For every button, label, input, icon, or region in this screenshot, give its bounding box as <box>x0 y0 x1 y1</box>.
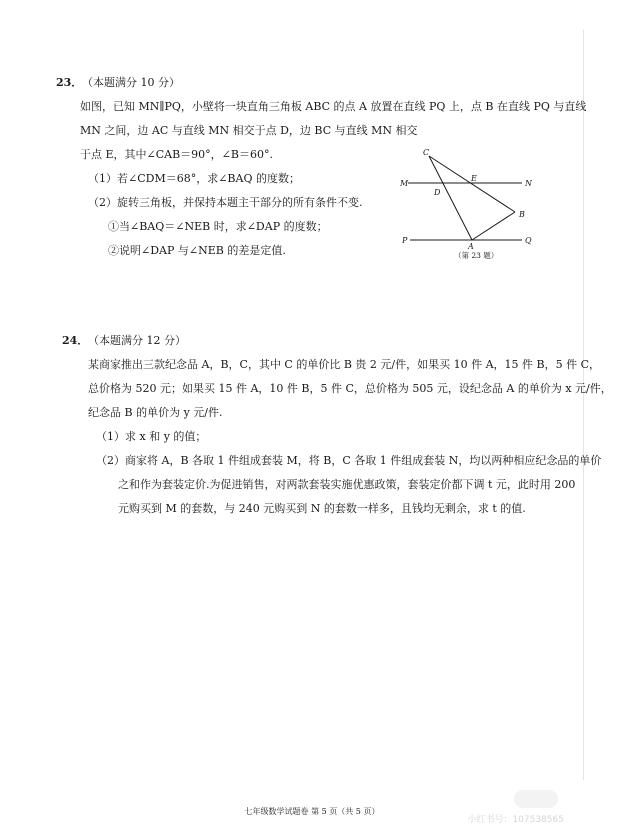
q23-heading: （本题满分 10 分） <box>82 76 180 89</box>
q23-number: 23． <box>56 76 83 89</box>
label-n: N <box>525 179 532 188</box>
q24-stem-line-2: 总价格为 520 元；如果买 15 件 A，10 件 B，5 件 C，总价格为 505 元，设纪念品 A 的单价为 x 元/件， <box>88 382 612 395</box>
q23-part-2-sub-1: ①当∠BAQ＝∠NEB 时，求∠DAP 的度数； <box>108 220 328 233</box>
page-edge-divider <box>583 30 584 780</box>
q24-heading: （本题满分 12 分） <box>88 334 186 347</box>
label-q: Q <box>525 236 532 245</box>
q23-part-2: （2）旋转三角板，并保持本题主干部分的所有条件不变. <box>88 196 363 209</box>
watermark-bubble-icon <box>514 790 558 808</box>
label-c: C <box>423 148 430 157</box>
q24-stem-line-3: 纪念品 B 的单价为 y 元/件. <box>88 406 223 419</box>
label-e: E <box>471 174 477 183</box>
label-p: P <box>402 236 408 245</box>
q23-stem-line-2: MN 之间，边 AC 与直线 MN 相交于点 D，边 BC 与直线 MN 相交 <box>80 124 418 137</box>
label-a: A <box>468 242 474 251</box>
q24-part-2-line-1: （2）商家将 A，B 各取 1 件组成套装 M，将 B，C 各取 1 件组成套装 N，均以两种相应纪念品的单价 <box>96 454 602 467</box>
label-d: D <box>434 188 441 197</box>
watermark: 小红书号：107538565 <box>467 815 564 825</box>
q24-part-2-line-2: 之和作为套装定价.为促进销售，对两款套装实施优惠政策，套装定价都下调 t 元，此时用 200 <box>118 478 576 491</box>
segment-ca <box>429 156 472 240</box>
segment-ab <box>472 212 515 240</box>
q23-part-1: （1）若∠CDM＝68°，求∠BAQ 的度数； <box>88 172 300 185</box>
q24-part-1: （1）求 x 和 y 的值； <box>96 430 207 443</box>
q24-stem-line-1: 某商家推出三款纪念品 A，B，C，其中 C 的单价比 B 贵 2 元/件，如果买 10 件 A，15 件 B，5 件 C， <box>88 358 601 371</box>
q23-stem-line-3: 于点 E，其中∠CAB＝90°，∠B＝60°. <box>80 148 273 161</box>
label-b: B <box>519 210 525 219</box>
q23-part-2-sub-2: ②说明∠DAP 与∠NEB 的差是定值. <box>108 244 286 257</box>
page-footer: 七年级数学试题卷 第 5 页（共 5 页） <box>244 807 380 816</box>
label-m: M <box>400 179 409 188</box>
q23-figure <box>392 145 552 269</box>
q24-number: 24． <box>62 334 89 347</box>
figure-caption: （第 23 题） <box>454 251 499 260</box>
q23-geometry-diagram <box>392 145 552 265</box>
q24-part-2-line-3: 元购买到 M 的套数，与 240 元购买到 N 的套数一样多，且钱均无剩余，求 t 的值. <box>118 502 526 515</box>
segment-bc <box>429 156 515 212</box>
q23-stem-line-1: 如图，已知 MN∥PQ，小壁将一块直角三角板 ABC 的点 A 放置在直线 PQ 上，点 B 在直线 PQ 与直线 <box>80 100 587 113</box>
